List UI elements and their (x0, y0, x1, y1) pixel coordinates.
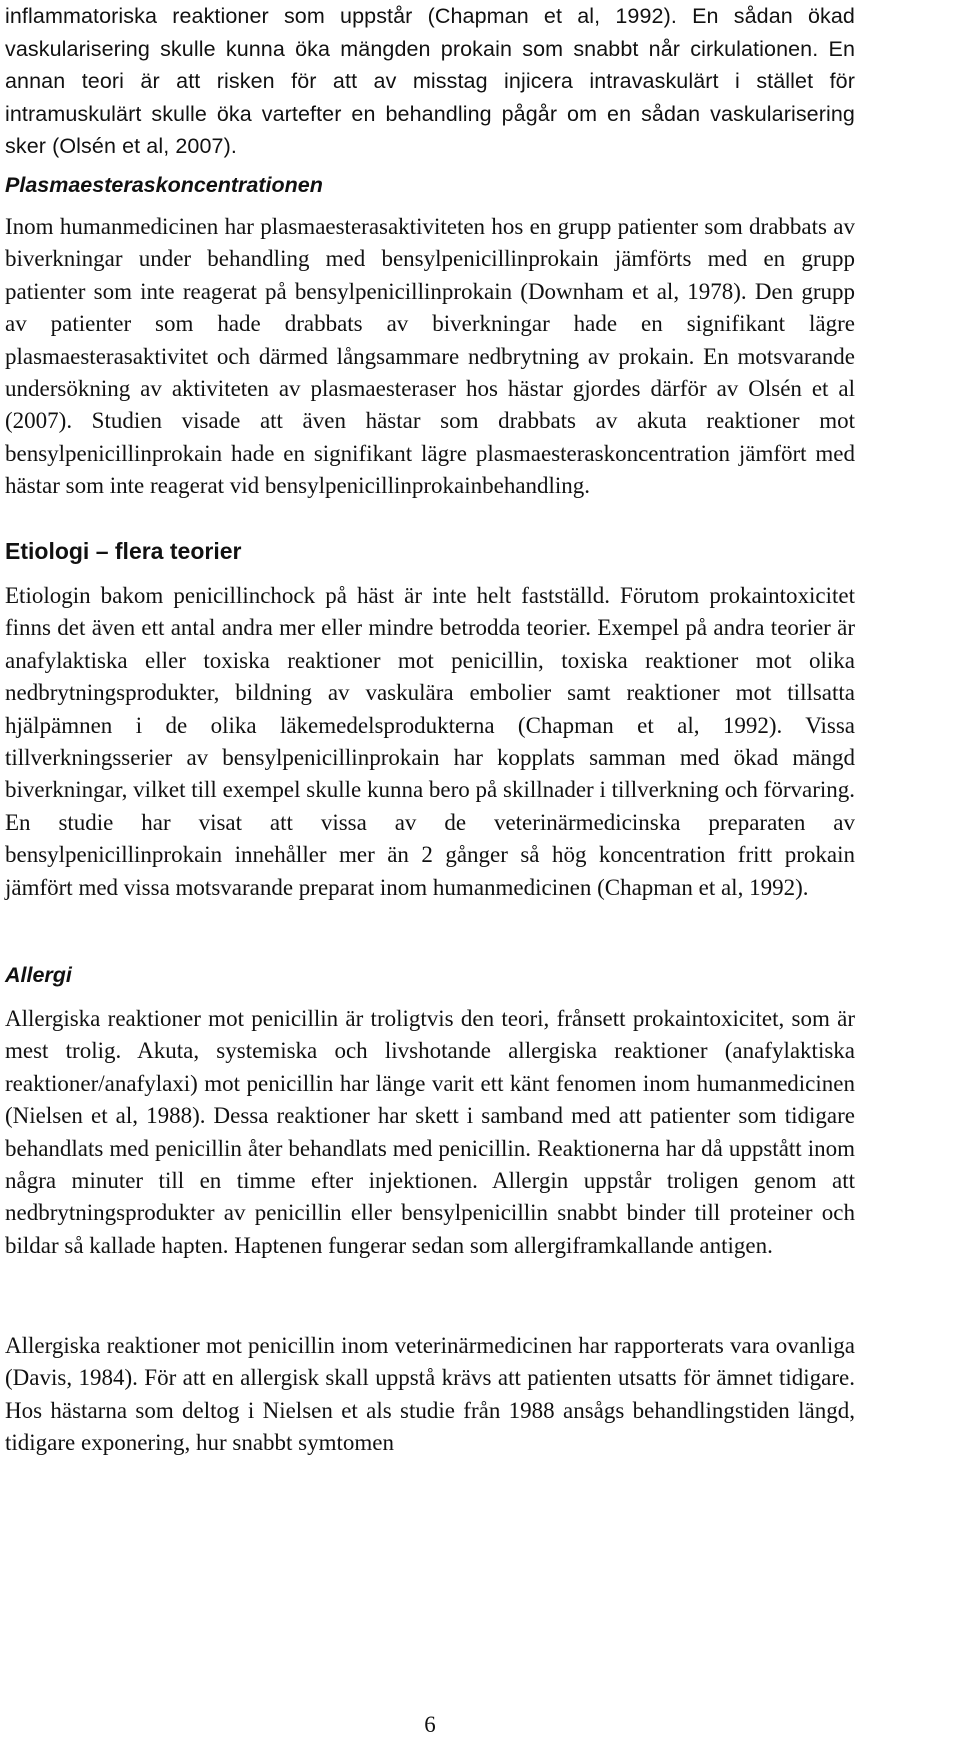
allergi-paragraph-1: Allergiska reaktioner mot penicillin är troligtvis den teori, frånsett prokaintoxicitet, som är mest trolig. Akuta, systemiska och livshotande allergiska reaktioner (anafylaktiska reaktioner/anafylaxi) mot penicillin har länge varit ett känt fenomen inom humanmedicinen (Nielsen et al, 1988). Dessa reaktioner har skett i samband med att patienter som tidigare behandlats med penicillin åter behandlats med penicillin. Reaktionerna har då uppstått inom några minuter till en timme efter injektionen. Allergin uppstår troligen genom att nedbrytningsprodukter av penicillin eller bensylpenicillin snabbt binder till proteiner och bildar så kallade hapten. Haptenen fungerar sedan som allergiframkallande antigen. (5, 1006, 855, 1258)
etiologi-paragraph: Etiologin bakom penicillinchock på häst är inte helt fastställd. Förutom prokaintoxicitet finns det även ett antal andra mer eller mindre betrodda teorier. Exempel på andra teorier är anafylaktiska eller toxiska reaktioner mot penicillin, toxiska reaktioner mot olika nedbrytningsprodukter, bildning av vaskulära embolier samt reaktioner mot tillsatta hjälpämnen i de olika läkemedelsprodukterna (Chapman et al, 1992). Vissa tillverkningsserier av bensylpenicillinprokain har kopplats samman med ökad mängd biverkningar, vilket till exempel skulle kunna bero på skillnader i tillverkning och förvaring. En studie har visat att vissa av de veterinärmedicinska preparaten av bensylpenicillinprokain innehåller mer än 2 gånger så hög koncentration fritt prokain jämfört med vissa motsvarande preparat inom humanmedicinen (Chapman et al, 1992). (5, 583, 855, 900)
section-heading-allergi: Allergi (5, 963, 72, 987)
plasmaesteras-paragraph: Inom humanmedicinen har plasmaesterasaktiviteten hos en grupp patienter som drabbats av biverkningar under behandling med bensylpenicillinprokain jämförts med en grupp patienter som inte reagerat på bensylpenicillinprokain (Downham et al, 1978). Den grupp av patienter som hade drabbats av biverkningar hade en signifikant lägre plasmaesterasaktivitet och därmed långsammare nedbrytning av prokain. En motsvarande undersökning av aktiviteten av plasmaesteraser hos hästar gjordes därför av Olsén et al (2007). Studien visade att även hästar som drabbats av akuta reaktioner mot bensylpenicillinprokain hade en signifikant lägre plasmaesteraskoncentration jämfört med hästar som inte reagerat vid bensylpenicillinprokainbehandling. (5, 214, 855, 499)
section-heading-plasmaesteraskoncentrationen: Plasmaesteraskoncentrationen (5, 173, 323, 197)
allergi-paragraph-2: Allergiska reaktioner mot penicillin inom veterinärmedicinen har rapporterats vara ovanliga (Davis, 1984). För att en allergisk skall uppstå krävs att patienten utsatts för ämnet tidigare. Hos hästarna som deltog i Nielsen et als studie från 1988 ansågs behandlingstiden längd, tidigare exponering, hur snabbt symtomen (5, 1333, 855, 1456)
section-heading-etiologi: Etiologi – flera teorier (5, 538, 242, 564)
intro-paragraph: inflammatoriska reaktioner som uppstår (Chapman et al, 1992). En sådan ökad vaskularisering skulle kunna öka mängden prokain som snabbt når cirkulationen. En annan teori är att risken för att av misstag injicera intravaskulärt i stället för intramuskulärt skulle öka vartefter en behandling pågår om en sådan vaskularisering sker (Olsén et al, 2007). (5, 4, 855, 158)
page-number: 6 (424, 1712, 436, 1737)
